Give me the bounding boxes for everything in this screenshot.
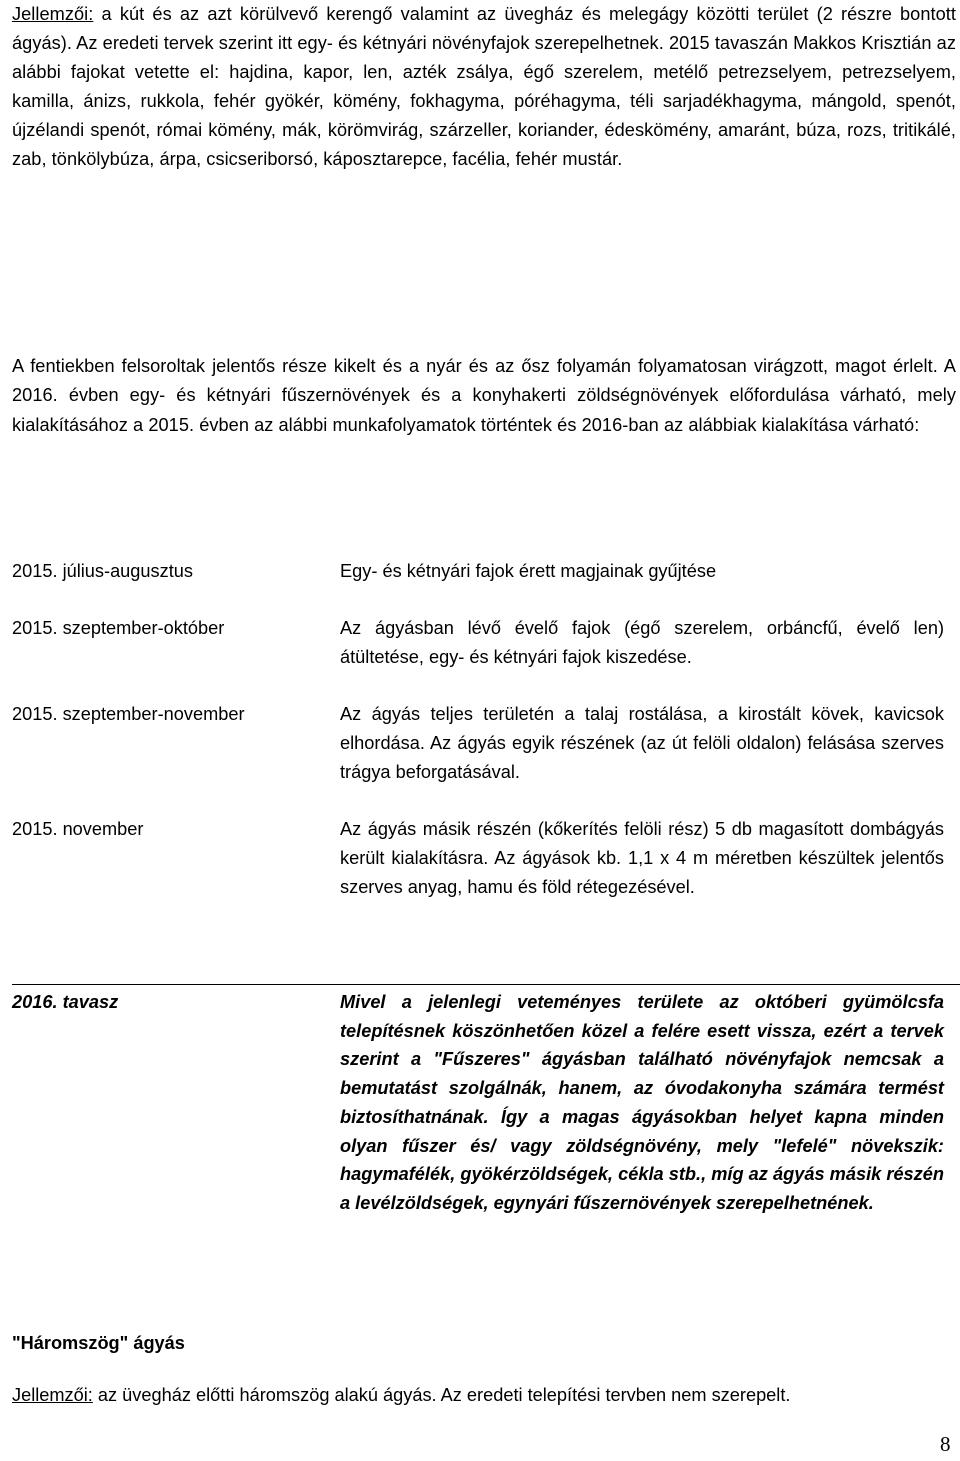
intro-text: a kút és az azt körülvevő kerengő valamint az üvegház és melegágy közötti terület (2 részre bontott ágyás). Az eredeti tervek szerint itt egy- és kétnyári növényfajok szerepelhetnek. 2015 tavaszán Makkos Krisztián az alábbi fajokat vetette el: hajdina, kapor, len, azték zsálya, égő szerelem, metélő petrezselyem, petrezselyem, kamilla, ánizs, rukkola, fehér gyökér, kömény, fokhagyma, póréhagyma, téli sarjadékhagyma, mángold, spenót, újzélandi spenót, római kömény, mák, körömvirág, szárzeller, koriander, édeskömény, amaránt, búza, rozs, tritikálé, zab, tönkölybúza, árpa, csicseriborsó, káposztarepce, facélia, fehér mustár. xyxy=(12,4,956,170)
schedule-description: Az ágyás másik részén (kőkerítés felöli rész) 5 db magasított dombágyás került kialakításra. Az ágyások kb. 1,1 x 4 m méretben készültek jelentős szerves anyag, hamu és föld rétegezésével. xyxy=(340,819,944,897)
characteristics-label: Jellemzői: xyxy=(12,1385,93,1405)
schedule-date: 2015. szeptember-október xyxy=(12,618,225,638)
intro-paragraph xyxy=(12,0,956,175)
plan-date: 2016. tavasz xyxy=(12,992,119,1012)
schedule-date: 2015. július-augusztus xyxy=(12,561,193,581)
schedule-description: Az ágyásban lévő évelő fajok (égő szerelem, orbáncfű, évelő len) átültetése, egy- és kétnyári fajok kiszedése. xyxy=(340,618,944,667)
schedule-date: 2015. november xyxy=(12,819,144,839)
schedule-description: Az ágyás teljes területén a talaj rostálása, a kirostált kövek, kavicsok elhordása. Az ágyás egyik részének (az út felöli oldalon) felásása szerves trágya beforgatásával. xyxy=(340,704,944,782)
triangle-bed-text: az üvegház előtti háromszög alakú ágyás. Az eredeti telepítési tervben nem szerepelt. xyxy=(92,1385,791,1405)
summary-paragraph: A fentiekben felsoroltak jelentős része kikelt és a nyár és az ősz folyamán folyamatosan virágzott, magot érlelt. A 2016. évben egy- és kétnyári fűszernövények és a konyhakerti zöldségnövények előfordulása várható, mely kialakításához a 2015. évben az alábbi munkafolyamatok történtek és 2016-ban az alábbiak kialakítása várható: xyxy=(12,356,956,435)
schedule-description: Egy- és kétnyári fajok érett magjainak gyűjtése xyxy=(340,561,717,581)
schedule-date: 2015. szeptember-november xyxy=(12,704,245,724)
characteristics-label: Jellemzői: xyxy=(12,4,94,24)
page-number: 8 xyxy=(940,1432,951,1456)
divider-line xyxy=(12,984,960,985)
plan-description: Mivel a jelenlegi veteményes területe az októberi gyümölcsfa telepítésnek köszönhetően közel a felére esett vissza, ezért a tervek szerint a "Fűszeres" ágyásban található növényfajok nemcsak a bemutatást szolgálnák, hanem, az óvodakonyha számára termést biztosíthatnának. Így a magas ágyásokban helyet kapna minden olyan fűszer és/ vagy zöldségnövény, mely "lefelé" növekszik: hagymafélék, gyökérzöldségek, cékla stb., míg az ágyás másik részén a levélzöldségek, egynyári fűszernövények szerepelhetnének. xyxy=(340,992,944,1213)
triangle-bed-paragraph xyxy=(12,1381,956,1410)
section-heading: "Háromszög" ágyás xyxy=(12,1333,185,1353)
